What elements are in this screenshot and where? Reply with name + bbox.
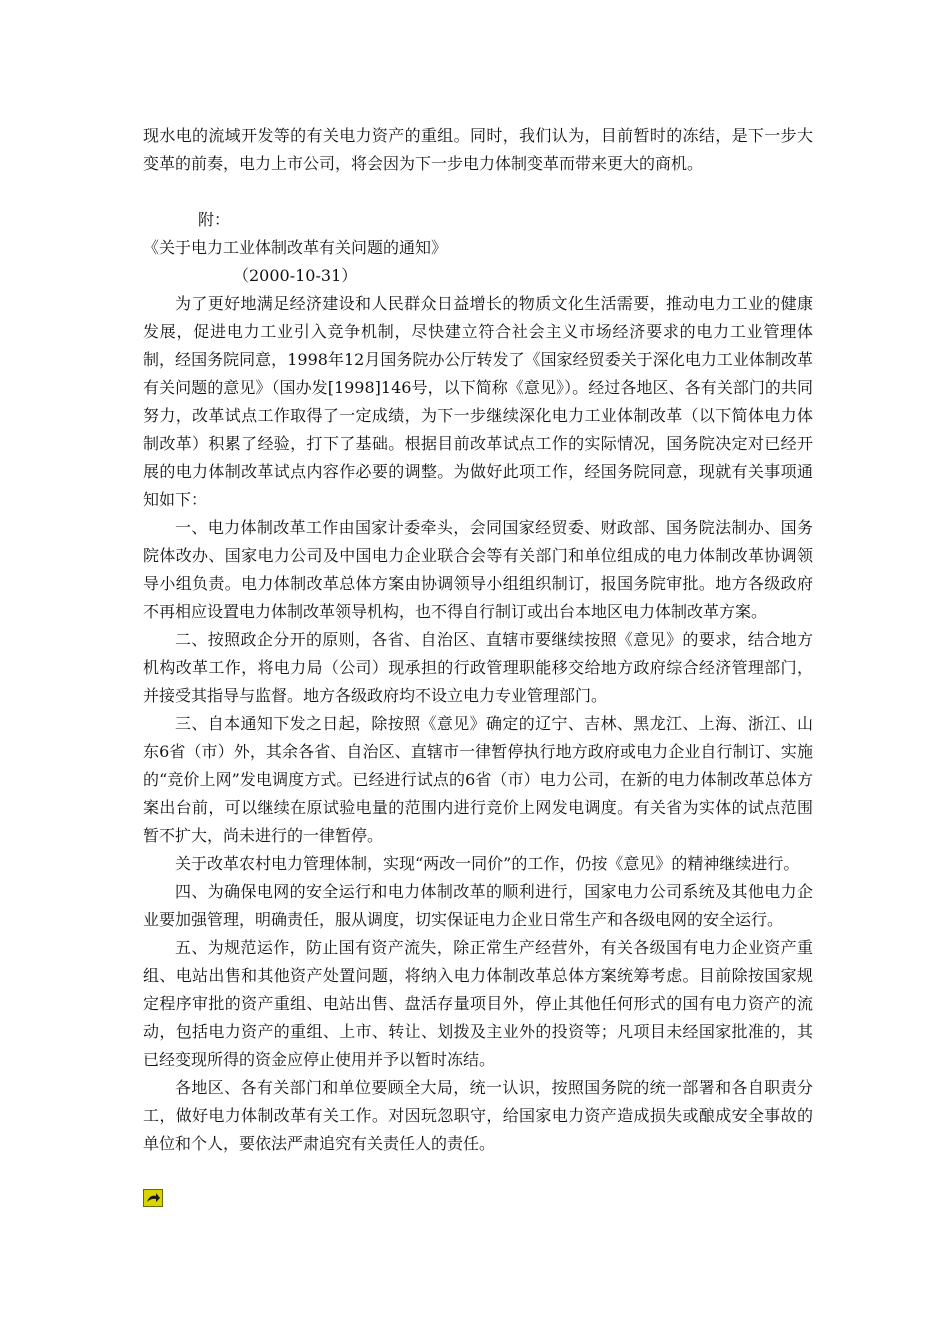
notice-paragraph: 四、为确保电网的安全运行和电力体制改革的顺利进行，国家电力公司系统及其他电力企业要加强管理，明确责任，服从调度，切实保证电力企业日常生产和各级电网的安全运行。	[143, 882, 813, 929]
notice-paragraph: 一、电力体制改革工作由国家计委牵头，会同国家经贸委、财政部、国务院法制办、国务院体改办、国家电力公司及中国电力企业联合会等有关部门和单位组成的电力体制改革协调领导小组负责。电力体制改革总体方案由协调领导小组组织制订，报国务院审批。地方各级政府不再相应设置电力体制改革领导机构，也不得自行制订或出台本地区电力体制改革方案。	[143, 518, 813, 621]
notice-paragraph: 三、自本通知下发之日起，除按照《意见》确定的辽宁、吉林、黑龙江、上海、浙江、山东6省（市）外，其余各省、自治区、直辖市一律暂停执行地方政府或电力企业自行制订、实施的“竞价上网”发电调度方式。已经进行试点的6省（市）电力公司，在新的电力体制改革总体方案出台前，可以继续在原试验电量的范围内进行竞价上网发电调度。有关省为实体的试点范围暂不扩大，尚未进行的一律暂停。	[143, 714, 813, 845]
intro-paragraph: 现水电的流域开发等的有关电力资产的重组。同时，我们认为，目前暂时的冻结，是下一步大变革的前奏，电力上市公司，将会因为下一步电力体制变革而带来更大的商机。	[143, 126, 813, 173]
notice-paragraph: 各地区、各有关部门和单位要顾全大局，统一认识，按照国务院的统一部署和各自职责分工，做好电力体制改革有关工作。对因玩忽职守，给国家电力资产造成损失或酿成安全事故的单位和个人，要依法严肃追究有关责任人的责任。	[143, 1078, 813, 1153]
notice-paragraph: 为了更好地满足经济建设和人民群众日益增长的物质文化生活需要，推动电力工业的健康发展，促进电力工业引入竞争机制，尽快建立符合社会主义市场经济要求的电力工业管理体制，经国务院同意，1998年12月国务院办公厅转发了《国家经贸委关于深化电力工业体制改革有关问题的意见》（国办发[1998]146号，以下简称《意见》）。经过各地区、各有关部门的共同努力，改革试点工作取得了一定成绩，为下一步继续深化电力工业体制改革（以下简体电力体制改革）积累了经验，打下了基础。根据目前改革试点工作的实际情况，国务院决定对已经开展的电力体制改革试点内容作必要的调整。为做好此项工作，经国务院同意，现就有关事项通知如下：	[143, 294, 813, 509]
notice-title: 《关于电力工业体制改革有关问题的通知》	[143, 238, 448, 257]
notice-date: （2000-10-31）	[233, 266, 358, 285]
document-body	[143, 122, 813, 1158]
appendix-label: 附：	[198, 210, 231, 229]
notice-paragraph: 五、为规范运作，防止国有资产流失，除正常生产经营外，有关各级国有电力企业资产重组、电站出售和其他资产处置问题，将纳入电力体制改革总体方案统筹考虑。目前除按国家规定程序审批的资产重组、电站出售、盘活存量项目外，停止其他任何形式的国有电力资产的流动，包括电力资产的重组、上市、转让、划拨及主业外的投资等；凡项目未经国家批准的，其已经变现所得的资金应停止使用并予以暂时冻结。	[143, 938, 813, 1069]
link-arrow-icon[interactable]	[143, 1189, 163, 1207]
notice-paragraph: 二、按照政企分开的原则，各省、自治区、直辖市要继续按照《意见》的要求，结合地方机构改革工作，将电力局（公司）现承担的行政管理职能移交给地方政府综合经济管理部门，并接受其指导与监督。地方各级政府均不设立电力专业管理部门。	[143, 630, 813, 705]
notice-paragraph: 关于改革农村电力管理体制，实现“两改一同价”的工作，仍按《意见》的精神继续进行。	[175, 854, 800, 873]
